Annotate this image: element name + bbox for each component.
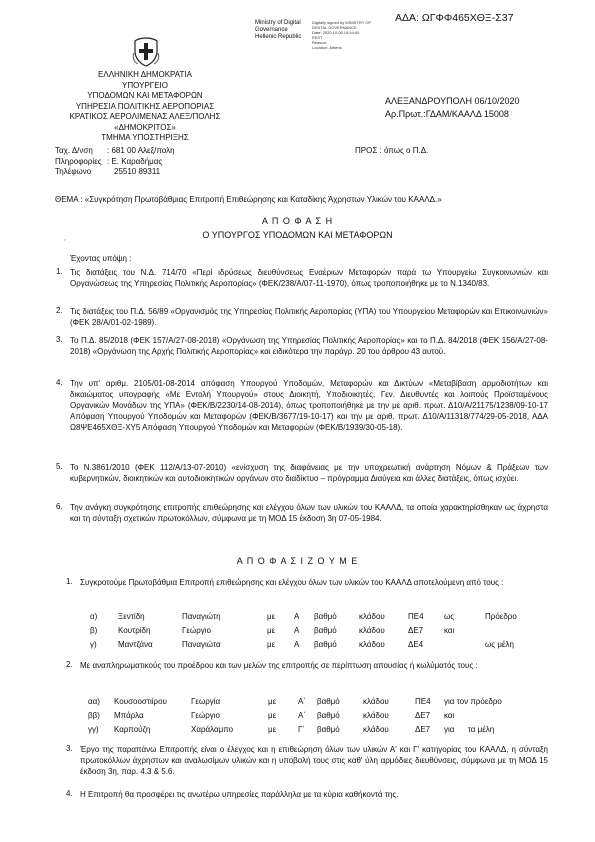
signature-line: Ministry of Digital [255, 20, 301, 26]
header-line: ΥΠΟΥΡΓΕΙΟ [122, 80, 168, 90]
decision-text: Με αναπληρωματικούς του προέδρου και των μελών της επιτροπής σε περίπτωση απουσίας ή κωλύματός τους : [80, 661, 478, 670]
member-surname: Ξεντίδη [118, 612, 145, 621]
consideration-text: Την ανάγκη συγκρότησης επιτροπής επιθεώρησης και ελέγχου όλων των υλικών του ΚΑΑΛΔ, τα οποία χαρακτηρίσθηκαν ως άχρηστα και τη σύνταξη σχετικών πρωτοκόλλων, σύμφωνα με τη ΜΟΔ 15 έκδοση 3η 07-05-1984. [70, 503, 548, 523]
signature-detail: Reason: [312, 40, 327, 45]
member-surname: Μαντζάνα [118, 640, 153, 649]
member-name: Παναγιώτα [182, 640, 221, 649]
decision-text: Η Επιτροπή θα προσφέρει τις ανωτέρω υπηρεσίες παράλληλα με τα κύρια καθήκοντά της. [80, 790, 399, 799]
contact-value: 25510 89311 [114, 167, 161, 176]
item-number: 4. [56, 378, 63, 387]
recipient: ΠΡΟΣ : όπως ο Π.Δ. [355, 146, 429, 155]
alternate-surname: Κουσοοστιίρου [114, 697, 167, 706]
decision-title: Α Π Ο Φ Α Σ Η [261, 216, 334, 226]
item-number: 6. [56, 502, 63, 511]
member-with: με [267, 640, 276, 649]
member-name: Γεώργιο [182, 626, 211, 635]
ada-number: ΑΔΑ: ΩΓΦΦ465ΧΘΞ-Σ37 [395, 12, 514, 24]
alternate-with: με [268, 725, 277, 734]
place-date: ΑΛΕΞΑΝΔΡΟΥΠΟΛΗ 06/10/2020 [385, 96, 520, 106]
signature-line: Hellenic Republic [255, 34, 302, 40]
subject: ΘΕΜΑ : «Συγκρότηση Πρωτοβάθμιας Επιτροπή Επιθεώρησης και Καταδίκης Άχρηστων Υλικών του ΚΑΑΛΔ.» [55, 195, 442, 204]
item-number: 2. [56, 306, 63, 315]
member-grade-word: βαθμό [314, 612, 337, 621]
alternate-index: γγ) [88, 725, 99, 734]
header-line: ΥΠΗΡΕΣΙΑ ΠΟΛΙΤΙΚΗΣ ΑΕΡΟΠΟΡΙΑΣ [75, 101, 215, 111]
member-with: με [267, 612, 276, 621]
header-line: ΚΡΑΤΙΚΟΣ ΑΕΡΟΛΙΜΕΝΑΣ ΑΛΕΞ/ΠΟΛΗΣ [69, 112, 221, 121]
signature-detail: DIGITAL GOVERNANCE [312, 25, 357, 30]
alternate-grade: Α΄ [298, 697, 306, 706]
item-number: 3. [56, 335, 63, 344]
alternate-grade-word: βαθμό [317, 697, 340, 706]
alternate-branch: ΠΕ4 [415, 697, 431, 706]
signature-line: Governance [255, 27, 288, 33]
item-number: 3. [66, 744, 73, 753]
comma-mark: ´ [64, 240, 67, 247]
contact-label: Ταχ. Δ/νση [55, 146, 93, 155]
signature-detail: EEST [312, 35, 323, 40]
member-index: α) [90, 612, 98, 621]
header-line: «ΔΗΜΟΚΡΙΤΟΣ» [114, 122, 176, 132]
taking-into-account: Έχοντας υπόψη : [70, 254, 132, 263]
alternate-and: και [444, 711, 455, 720]
alternate-name: Χαράλαμπο [191, 725, 234, 734]
signature-detail: Date: 2020.10.06 15:54:40 [312, 30, 360, 35]
alternate-grade: Α΄ [298, 711, 306, 720]
member-name: Παναγιώτη [182, 612, 221, 621]
member-grade: Α [294, 612, 300, 621]
digital-signature [255, 20, 301, 41]
signature-details [312, 20, 371, 50]
alternate-with: με [268, 711, 277, 720]
member-branch: ΔΕ4 [408, 640, 424, 649]
contact-label: Τηλέφωνο [55, 167, 92, 176]
header-line: ΥΠΟΔΟΜΩΝ ΚΑΙ ΜΕΤΑΦΟΡΩΝ [87, 91, 203, 100]
member-index: β) [90, 626, 98, 635]
member-index: γ) [90, 640, 97, 649]
member-as: ως [444, 612, 455, 621]
alternate-grade-word: βαθμό [317, 711, 340, 720]
ministry-header [40, 70, 250, 144]
member-branch: ΔΕ7 [408, 626, 424, 635]
member-branch: ΠΕ4 [408, 612, 424, 621]
alternate-branch-word: κλάδου [363, 725, 389, 734]
alternate-branch: ΔΕ7 [415, 711, 431, 720]
consideration-text: Το Ν.3861/2010 (ΦΕΚ 112/Α/13-07-2010) «ενίσχυση της διαφάνειας με την υποχρεωτική ανάρτηση Νόμων & Πράξεων των κυβερνητικών, διοικητικών και αυτοδιοικητικών οργάνων στο διαδίκτυο – πρόγραμμα Διαύγεια και άλλες διατάξεις, όπως ισχύει. [70, 463, 548, 483]
hellenic-emblem-icon [131, 37, 161, 67]
alternate-role: για τα μέλη [444, 725, 495, 734]
decision-text: Έργο της παραπάνω Επιτροπής είναι ο έλεγχος και η επιθεώρηση όλων των υλικών Α' και Γ' κατηγορίας του ΚΑΑΛΔ, η σύνταξη πρωτοκόλλων άχρηστων και αναλωσίμων υλικών και η υποβολή τους στις καθ' ύλη αρμόδιες διευθύνσεις, σύμφωνα με τη ΜΟΔ 15 έκδοση 3η, παρ. 4.3 & 5.6. [80, 745, 548, 776]
alternate-branch-word: κλάδου [363, 697, 389, 706]
member-and: και [444, 626, 455, 635]
item-number: 1. [66, 577, 73, 586]
contact-value: : 681 00 Αλεξ/πολη [107, 146, 175, 155]
member-grade: Α [294, 626, 300, 635]
contact-value: : Ε. Καραδήμας [107, 156, 163, 166]
alternate-surname: Καρπούζη [114, 725, 151, 734]
contact-block [55, 146, 175, 178]
member-role: ως μέλη [485, 640, 514, 649]
item-number: 5. [56, 462, 63, 471]
alternate-role: για τον πρόεδρο [444, 697, 502, 706]
contact-label: Πληροφορίες [55, 156, 102, 166]
item-number: 1. [56, 267, 63, 276]
we-decide-title: Α Π Ο Φ Α Σ Ι Ζ Ο Υ Μ Ε [236, 556, 359, 566]
alternate-index: ββ) [88, 711, 100, 720]
member-branch-word: κλάδου [359, 640, 385, 649]
header-line: ΤΜΗΜΑ ΥΠΟΣΤΗΡΙΞΗΣ [101, 133, 189, 142]
consideration-text: Τις διατάξεις του Π.Δ. 56/89 «Οργανισμός της Υπηρεσίας Πολιτικής Αεροπορίας (ΥΠΑ) του Υπουργείου Μεταφορών και Επικοινωνιών» (ΦΕΚ 28/Α/01-02-1989). [70, 307, 548, 327]
alternate-branch: ΔΕ7 [415, 725, 431, 734]
consideration-text: Την υπ' αριθμ. 2105/01-08-2014 απόφαση Υπουργού Υποδομών, Μεταφορών και Δικτύων «Μεταβίβαση αρμοδιοτήτων και δικαιώματος υπογραφής «Με Εντολή Υπουργού» στους Διοικητή, Υποδιοικητές, Γεν. Διευθυντές και λοιπούς Προϊσταμένους Οργανικών Μονάδων της ΥΠΑ» (ΦΕΚ/Β/2230/14-08-2014), όπως τροποποιήθηκε με την με αριθ. πρωτ. Δ10/Α/21175/1238/09-10-17 Απόφαση Υπουργού Υποδομών και Μεταφορών (ΦΕΚ/Β/3677/19-10-17) και την με αριθ. πρωτ. Δ10/Α/11318/774/29-05-2018, ΑΔΑ Ω8ΨΕ465ΧΘΞ-ΧΥ5 Απόφαση Υπουργού Υποδομών και Μεταφορών (ΦΕΚ/Β/1939/30-05-18). [70, 379, 548, 432]
item-number: 4. [66, 789, 73, 798]
member-grade-word: βαθμό [314, 640, 337, 649]
alternate-index: αα) [88, 697, 100, 706]
member-role: Πρόεδρο [485, 612, 517, 621]
consideration-text: Τις διατάξεις του Ν.Δ. 714/70 «Περί ιδρύσεως διευθύνσεως Εναέριων Μεταφορών παρά τω Υπουργείω Συγκοινωνιών και Οργανώσεως της Υπηρεσίας Πολιτικής Αεροπορίας» (ΦΕΚ/238/Α/07-11-1970), όπως τροποποιήθηκε με το Ν.1340/83. [70, 268, 548, 288]
alternate-grade: Γ΄ [298, 725, 306, 734]
member-branch-word: κλάδου [359, 612, 385, 621]
member-surname: Κουτρίδη [118, 626, 151, 635]
alternate-name: Γεώργιο [191, 711, 220, 720]
alternate-branch-word: κλάδου [363, 711, 389, 720]
member-grade-word: βαθμό [314, 626, 337, 635]
alternate-with: με [268, 697, 277, 706]
item-number: 2. [66, 660, 73, 669]
alternate-surname: Μπάρλα [114, 711, 144, 720]
member-grade: Α [294, 640, 300, 649]
signature-detail: Location: Athens [312, 45, 342, 50]
header-line: ΕΛΛΗΝΙΚΗ ΔΗΜΟΚΡΑΤΙΑ [98, 70, 192, 79]
member-with: με [267, 626, 276, 635]
decision-text: Συγκροτούμε Πρωτοβάθμια Επιτροπή επιθεώρησης και ελέγχου όλων των υλικών του ΚΑΑΛΔ αποτελούμενη από τους : [80, 578, 504, 587]
consideration-text: Το Π.Δ. 85/2018 (ΦΕΚ 157/Α/27-08-2018) «Οργάνωση της Υπηρεσίας Πολιτικής Αεροπορίας» και το Π.Δ. 84/2018 (ΦΕΚ 156/Α/27-08-2018) «Οργάνωση της Αρχής Πολιτικής Αεροπορίας» και ειδικότερα την παράγρ. 20 του άρθρου 43 αυτού. [70, 336, 548, 356]
protocol-number: Αρ.Πρωτ.:ΓΔΑΜ/ΚΑΑΛΔ 15008 [385, 109, 509, 119]
minister-title: Ο ΥΠΟΥΡΓΟΣ ΥΠΟΔΟΜΩΝ ΚΑΙ ΜΕΤΑΦΟΡΩΝ [202, 230, 393, 240]
alternate-grade-word: βαθμό [317, 725, 340, 734]
signature-detail: Digitally signed by MINISTRY OF [312, 20, 371, 25]
member-branch-word: κλάδου [359, 626, 385, 635]
alternate-name: Γεωργία [191, 697, 221, 706]
